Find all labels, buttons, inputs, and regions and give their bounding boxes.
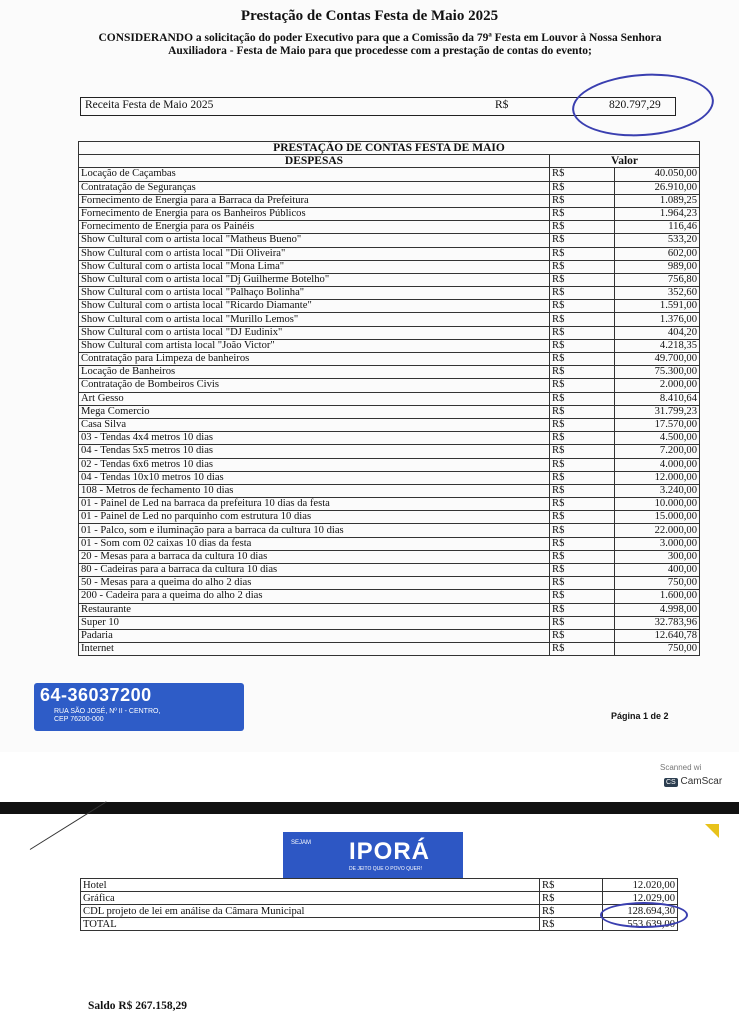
scanned-with-label: Scanned wi: [660, 763, 702, 772]
expenses-table-continued: [80, 878, 678, 931]
table-row: [79, 260, 700, 273]
expense-description: 02 - Tendas 6x6 metros 10 dias: [79, 458, 550, 471]
expense-value: 404,20: [615, 326, 700, 339]
table-row: [79, 326, 700, 339]
expense-description: Fornecimento de Energia para os Painéis: [79, 221, 550, 234]
total-currency: R$: [540, 918, 603, 931]
table-row: [81, 879, 678, 892]
saldo-text: Saldo R$ 267.158,29: [88, 1000, 188, 1012]
expense-description: 80 - Cadeiras para a barraca da cultura 10 dias: [79, 564, 550, 577]
expense-description: Show Cultural com o artista local "Matheus Bueno": [79, 234, 550, 247]
expense-value: 4.998,00: [615, 603, 700, 616]
expense-description: Locação de Caçambas: [79, 168, 550, 181]
expense-description: Show Cultural com o artista local "Palhaço Bolinha": [79, 287, 550, 300]
expense-description: 04 - Tendas 5x5 metros 10 dias: [79, 445, 550, 458]
table-row: [79, 498, 700, 511]
table-row: [79, 445, 700, 458]
expense-description: 01 - Som com 02 caixas 10 dias da festa: [79, 537, 550, 550]
expense-value: 12.640,78: [615, 629, 700, 642]
expense-value: 31.799,23: [615, 405, 700, 418]
total-label: TOTAL: [81, 918, 540, 931]
table-row: [79, 181, 700, 194]
table-row: [79, 629, 700, 642]
expense-description: Padaria: [79, 629, 550, 642]
table-row: [79, 287, 700, 300]
table-row: [79, 511, 700, 524]
address-line-1: RUA SÃO JOSÉ, Nº II - CENTRO,: [54, 708, 161, 715]
table-row: [79, 313, 700, 326]
table-title: PRESTAÇÃO DE CONTAS FESTA DE MAIO: [79, 142, 700, 155]
table-row: [79, 221, 700, 234]
expense-description: Contratação de Bombeiros Civis: [79, 379, 550, 392]
expense-currency: R$: [550, 629, 615, 642]
corner-mark: [705, 824, 719, 838]
table-row: [79, 590, 700, 603]
expense-value: 1.591,00: [615, 300, 700, 313]
expense-currency: R$: [550, 313, 615, 326]
table-row: [79, 405, 700, 418]
expense-value: 300,00: [615, 550, 700, 563]
expense-currency: R$: [550, 300, 615, 313]
expense-currency: R$: [550, 379, 615, 392]
expense-value: 10.000,00: [615, 498, 700, 511]
expense-currency: R$: [550, 273, 615, 286]
expense-currency: R$: [550, 643, 615, 656]
considering-paragraph: CONSIDERANDO a solicitação do poder Executivo para que a Comissão da 79ª Festa em Louvor à Nossa Senhora Auxiliadora - Festa de Maio para que procedesse com a prestação de contas do evento;: [98, 32, 662, 57]
expense-currency: R$: [550, 471, 615, 484]
table-row: [81, 905, 678, 918]
table-row: [79, 537, 700, 550]
expense-description: Show Cultural com o artista local "DJ Eudinix": [79, 326, 550, 339]
document-page-2: [0, 814, 739, 1024]
expense-value: 400,00: [615, 564, 700, 577]
expense-currency: R$: [550, 181, 615, 194]
table-row: [79, 366, 700, 379]
logo-tagline: DE JEITO QUE O POVO QUER!: [349, 866, 422, 872]
expense-value: 4.500,00: [615, 432, 700, 445]
receita-label: Receita Festa de Maio 2025: [85, 99, 214, 111]
hand-drawn-circle: [570, 69, 716, 141]
table-title-row: [79, 142, 700, 155]
expense-value: 12.020,00: [603, 879, 678, 892]
expense-value: 750,00: [615, 577, 700, 590]
expenses-table: [78, 141, 700, 656]
table-row: [79, 207, 700, 220]
expense-description: Gráfica: [81, 892, 540, 905]
expense-currency: R$: [550, 287, 615, 300]
expense-currency: R$: [550, 247, 615, 260]
receita-currency: R$: [495, 99, 509, 111]
table-header-row: [79, 155, 700, 168]
expense-value: 533,20: [615, 234, 700, 247]
expense-description: Fornecimento de Energia para a Barraca da Prefeitura: [79, 194, 550, 207]
expense-currency: R$: [550, 498, 615, 511]
table-row: [79, 392, 700, 405]
expense-currency: R$: [550, 194, 615, 207]
expense-currency: R$: [550, 537, 615, 550]
expense-value: 7.200,00: [615, 445, 700, 458]
expense-currency: R$: [550, 221, 615, 234]
table-row: [79, 353, 700, 366]
expense-currency: R$: [550, 458, 615, 471]
expense-value: 4.218,35: [615, 339, 700, 352]
expense-description: 03 - Tendas 4x4 metros 10 dias: [79, 432, 550, 445]
expense-currency: R$: [550, 590, 615, 603]
expense-value: 1.600,00: [615, 590, 700, 603]
expense-currency: R$: [550, 524, 615, 537]
expense-description: Locação de Banheiros: [79, 366, 550, 379]
expense-currency: R$: [550, 577, 615, 590]
expense-value: 17.570,00: [615, 418, 700, 431]
expense-value: 75.300,00: [615, 366, 700, 379]
expense-description: 01 - Palco, som e iluminação para a barraca da cultura 10 dias: [79, 524, 550, 537]
expense-description: Show Cultural com artista local "João Victor": [79, 339, 550, 352]
table-row: [81, 892, 678, 905]
expenses-table-body: [79, 168, 700, 656]
expense-currency: R$: [540, 892, 603, 905]
expense-value: 2.000,00: [615, 379, 700, 392]
receita-value: 820.797,29: [609, 99, 661, 111]
expense-value: 32.783,96: [615, 616, 700, 629]
expense-description: 50 - Mesas para a queima do alho 2 dias: [79, 577, 550, 590]
table-row: [79, 273, 700, 286]
expense-description: Show Cultural com o artista local "Dj Guilherme Botelho": [79, 273, 550, 286]
expense-value: 49.700,00: [615, 353, 700, 366]
expense-currency: R$: [550, 616, 615, 629]
table-row: [79, 300, 700, 313]
expense-description: Show Cultural com o artista local "Ricardo Diamante": [79, 300, 550, 313]
expense-description: 01 - Painel de Led na barraca da prefeitura 10 dias da festa: [79, 498, 550, 511]
expense-description: Super 10: [79, 616, 550, 629]
expense-description: CDL projeto de lei em análise da Câmara Municipal: [81, 905, 540, 918]
column-header-valor: Valor: [550, 155, 700, 168]
expense-description: 01 - Painel de Led no parquinho com estrutura 10 dias: [79, 511, 550, 524]
table-row: [79, 432, 700, 445]
expense-value: 12.029,00: [603, 892, 678, 905]
expense-description: Internet: [79, 643, 550, 656]
expense-description: Contratação de Seguranças: [79, 181, 550, 194]
expense-currency: R$: [540, 879, 603, 892]
expense-description: Contratação para Limpeza de banheiros: [79, 353, 550, 366]
document-title: Prestação de Contas Festa de Maio 2025: [240, 8, 499, 24]
expense-description: 108 - Metros de fechamento 10 dias: [79, 484, 550, 497]
expense-description: Casa Silva: [79, 418, 550, 431]
expense-value: 756,80: [615, 273, 700, 286]
expense-description: Fornecimento de Energia para os Banheiros Públicos: [79, 207, 550, 220]
expense-description: Mega Comercio: [79, 405, 550, 418]
expense-currency: R$: [550, 366, 615, 379]
expense-currency: R$: [550, 564, 615, 577]
expense-currency: R$: [550, 484, 615, 497]
table-row: [79, 603, 700, 616]
expense-description: Hotel: [81, 879, 540, 892]
expense-value: 1.964,23: [615, 207, 700, 220]
expenses-table-continued-body: [81, 879, 678, 918]
table-row: [79, 484, 700, 497]
total-value: 553.639,00: [603, 918, 678, 931]
logo-text: IPORÁ: [349, 838, 431, 865]
table-row: [79, 550, 700, 563]
table-row: [79, 616, 700, 629]
contact-card: [34, 683, 244, 731]
expense-value: 128.694,30: [603, 905, 678, 918]
expense-value: 1.089,25: [615, 194, 700, 207]
expense-currency: R$: [550, 445, 615, 458]
camscanner-logo: [664, 776, 722, 787]
table-row: [79, 458, 700, 471]
ipora-logo: [283, 832, 463, 878]
page-number: Página 1 de 2: [611, 711, 669, 721]
expense-currency: R$: [550, 207, 615, 220]
expense-currency: R$: [550, 405, 615, 418]
camscanner-brand: CamScar: [680, 776, 723, 787]
expense-description: Show Cultural com o artista local "Mona Lima": [79, 260, 550, 273]
expense-currency: R$: [550, 234, 615, 247]
expense-value: 22.000,00: [615, 524, 700, 537]
camscanner-icon: CS: [666, 779, 676, 786]
expense-description: Art Gesso: [79, 392, 550, 405]
expense-value: 12.000,00: [615, 471, 700, 484]
table-row: [79, 379, 700, 392]
table-row: [79, 234, 700, 247]
expense-currency: R$: [550, 326, 615, 339]
logo-small-text: SEJAM: [291, 840, 312, 846]
expense-currency: R$: [550, 339, 615, 352]
expense-value: 15.000,00: [615, 511, 700, 524]
expense-value: 40.050,00: [615, 168, 700, 181]
expense-currency: R$: [550, 260, 615, 273]
table-row: [79, 339, 700, 352]
expense-currency: R$: [550, 603, 615, 616]
expense-description: 20 - Mesas para a barraca da cultura 10 dias: [79, 550, 550, 563]
expense-value: 352,60: [615, 287, 700, 300]
expense-currency: R$: [550, 550, 615, 563]
page-divider: [0, 802, 739, 814]
table-row: [79, 194, 700, 207]
table-row: [79, 471, 700, 484]
expense-value: 8.410,64: [615, 392, 700, 405]
table-row: [79, 643, 700, 656]
expense-description: Show Cultural com o artista local "Dii Oliveira": [79, 247, 550, 260]
expense-description: Show Cultural com o artista local "Murillo Lemos": [79, 313, 550, 326]
expense-value: 1.376,00: [615, 313, 700, 326]
expense-currency: R$: [550, 353, 615, 366]
expense-value: 4.000,00: [615, 458, 700, 471]
expense-currency: R$: [550, 511, 615, 524]
total-row: [81, 918, 678, 931]
address-line-2: CEP 76200-000: [54, 716, 104, 723]
expense-value: 750,00: [615, 643, 700, 656]
expense-currency: R$: [550, 418, 615, 431]
expense-value: 3.000,00: [615, 537, 700, 550]
expense-value: 116,46: [615, 221, 700, 234]
expense-currency: R$: [540, 905, 603, 918]
expense-value: 602,00: [615, 247, 700, 260]
expense-value: 26.910,00: [615, 181, 700, 194]
table-row: [79, 524, 700, 537]
table-row: [79, 564, 700, 577]
expense-value: 3.240,00: [615, 484, 700, 497]
contact-phone: 64-36037200: [40, 685, 152, 705]
expense-value: 989,00: [615, 260, 700, 273]
hand-drawn-circle-cdl: [600, 902, 688, 928]
contact-address: [54, 708, 160, 724]
table-row: [79, 577, 700, 590]
expense-description: 04 - Tendas 10x10 metros 10 dias: [79, 471, 550, 484]
column-header-despesas: DESPESAS: [79, 155, 550, 168]
expense-currency: R$: [550, 392, 615, 405]
table-row: [79, 418, 700, 431]
expense-currency: R$: [550, 432, 615, 445]
expense-description: 200 - Cadeira para a queima do alho 2 dias: [79, 590, 550, 603]
expense-description: Restaurante: [79, 603, 550, 616]
expense-currency: R$: [550, 168, 615, 181]
table-row: [79, 168, 700, 181]
table-row: [79, 247, 700, 260]
